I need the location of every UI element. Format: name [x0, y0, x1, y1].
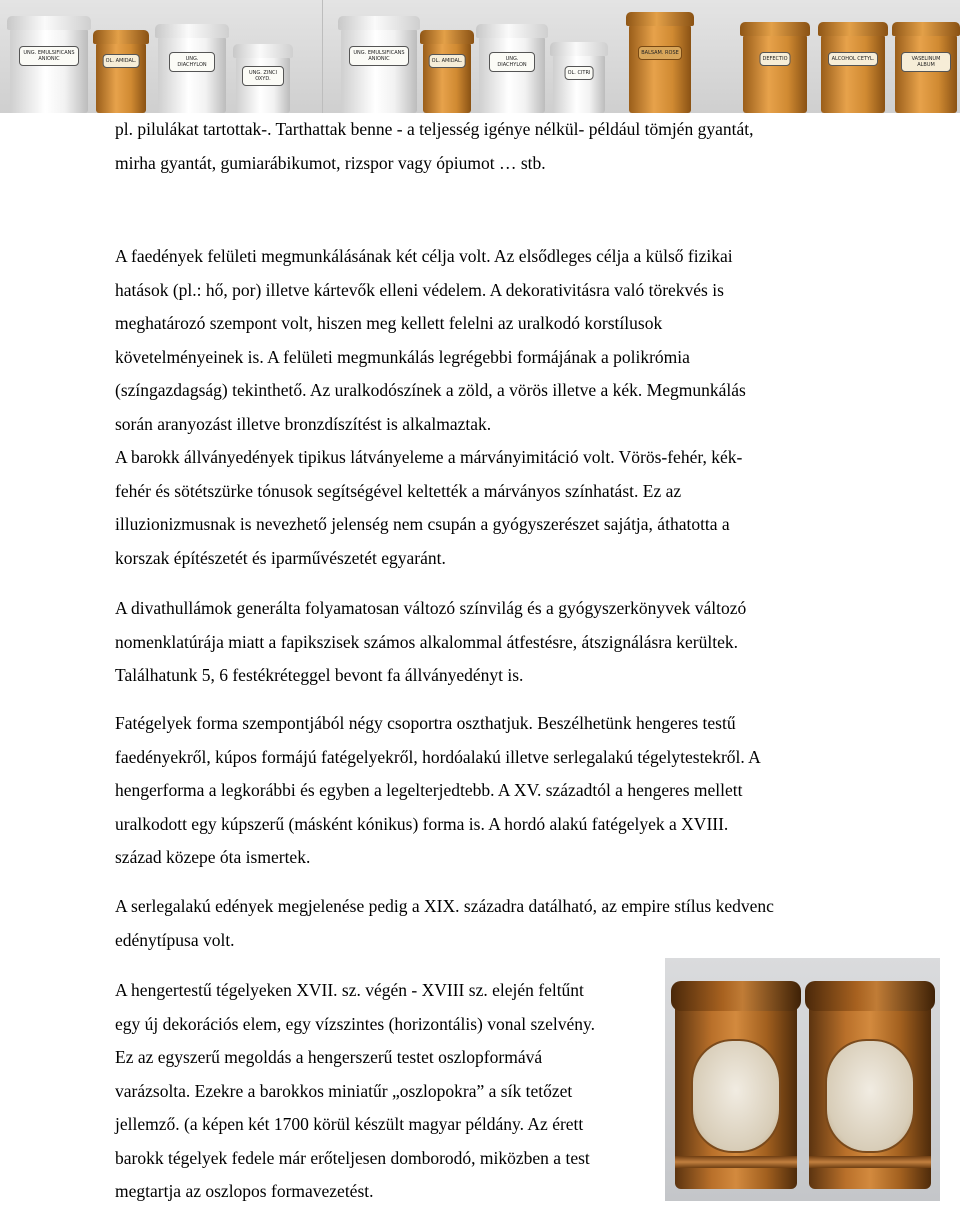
- porcelain-jar: [479, 34, 545, 113]
- paragraph-column-decoration: A hengertestű tégelyeken XVII. sz. végén - XVIII sz. elején feltűnt egy új dekorációs elem, egy vízszintes (horizontális) vonal szelvény. Ez az egyszerű megoldás a hengerszerű testet oszlopformává varázsolta. Ezekre a barokkos miniatűr „oszlopokra” a sík tetőzet jellemző. (a képen két 1700 körül készült magyar példány. Az érett barokk tégelyek fedele már erőteljesen domborodó, miközben a test megtartja az oszlopos formavezetést.: [115, 980, 595, 1201]
- jar-label: BALSAM. ROSE: [638, 46, 682, 60]
- jar-label: UNG. EMULSIFICANS ANIONIC: [349, 46, 409, 66]
- porcelain-jar: [553, 52, 605, 113]
- jar-label: UNG. EMULSIFICANS ANIONIC: [19, 46, 79, 66]
- photo-two-baroque-wooden-jars: [665, 958, 940, 1201]
- baroque-wooden-jar: [809, 981, 931, 1189]
- porcelain-jar: [236, 54, 290, 113]
- jar-label: ALCOHOL CETYL.: [828, 52, 878, 66]
- photo-right-jars: [322, 0, 960, 113]
- jar-label: VASELINUM ALBUM: [901, 52, 951, 72]
- wooden-jar: [423, 40, 471, 113]
- top-photo-apothecary-jars: [0, 0, 960, 113]
- jar-label: OL. AMIDAL.: [103, 54, 140, 68]
- wooden-jar: [743, 32, 807, 113]
- paragraph-surface-finishing: A faedények felületi megmunkálásának két célja volt. Az elsődleges célja a külső fizikai hatások (pl.: hő, por) illetve kártevők elleni védelem. A dekorativitásra való törekvés is meghatározó szempont volt, hiszen meg kellett felelni az uralkodó korstílusok követelményeinek is. A felületi megmunkálás legrégebbi formájának a polikrómia (színgazdagság) tekinthető. Az uralkodószínek a zöld, a vörös illetve a kék. Megmunkálás során aranyozást illetve bronzdíszítést is alkalmaztak. A barokk állványedények tipikus látványeleme a márványimitáció volt. Vörös-fehér, kék- fehér és sötétszürke tónusok segítségével keltették a márványos színhatást. Ez az illuzionizmusnak is nevezhető jelenség nem csupán a gyógyszerészet sajátja, áthatotta a korszak építészetét és iparművészetét egyaránt.: [115, 246, 746, 568]
- jar-label: UNG. DIACHYLON: [489, 52, 535, 72]
- porcelain-jar: [10, 26, 88, 113]
- porcelain-jar: [158, 34, 226, 113]
- baroque-wooden-jar: [675, 981, 797, 1189]
- photo-left-jars: [0, 0, 322, 113]
- wooden-jar: [821, 32, 885, 113]
- jar-label: DEFECTIO: [760, 52, 791, 66]
- jar-label: OL. AMIDAL.: [429, 54, 466, 68]
- paragraph-repainting: A divathullámok generálta folyamatosan változó színvilág és a gyógyszerkönyvek változó nomenklatúrája miatt a fapikszisek számos alkalommal átfestésre, átszignálásra kerültek. Találhatunk 5, 6 festékréteggel bevont fa állványedényt is.: [115, 598, 747, 685]
- painted-cartouche: [825, 1039, 915, 1153]
- wooden-jar: [895, 32, 957, 113]
- jar-label: UNG. DIACHYLON: [169, 52, 215, 72]
- porcelain-jar: [341, 26, 417, 113]
- paragraph-goblet-form: A serlegalakú edények megjelenése pedig a XIX. századra datálható, az empire stílus kedvenc edénytípusa volt.: [115, 896, 774, 950]
- jar-label: OL. CITRI: [565, 66, 594, 80]
- wooden-jar: [96, 40, 146, 113]
- paragraph-jar-forms: Fatégelyek forma szempontjából négy csoportra oszthatjuk. Beszélhetünk hengeres testű faedényekről, kúpos formájú fatégelyekről, hordóalakú illetve serlegalakú tégelytestekről. A hengerforma a legkorábbi és egyben a legelterjedtebb. A XV. századtól a hengeres mellett uralkodott egy kúpszerű (másként kónikus) forma is. A hordó alakú fatégelyek a XVIII. század közepe óta ismertek.: [115, 713, 761, 867]
- paragraph-pill-contents: pl. pilulákat tartottak-. Tarthattak benne - a teljesség igénye nélkül- például tömjén gyantát, mirha gyantát, gumiarábikumot, rizspor vagy ópiumot … stb.: [115, 119, 754, 173]
- jar-label: UNG. ZINCI OXYD.: [242, 66, 284, 86]
- wooden-jar: [629, 22, 691, 113]
- painted-cartouche: [691, 1039, 781, 1153]
